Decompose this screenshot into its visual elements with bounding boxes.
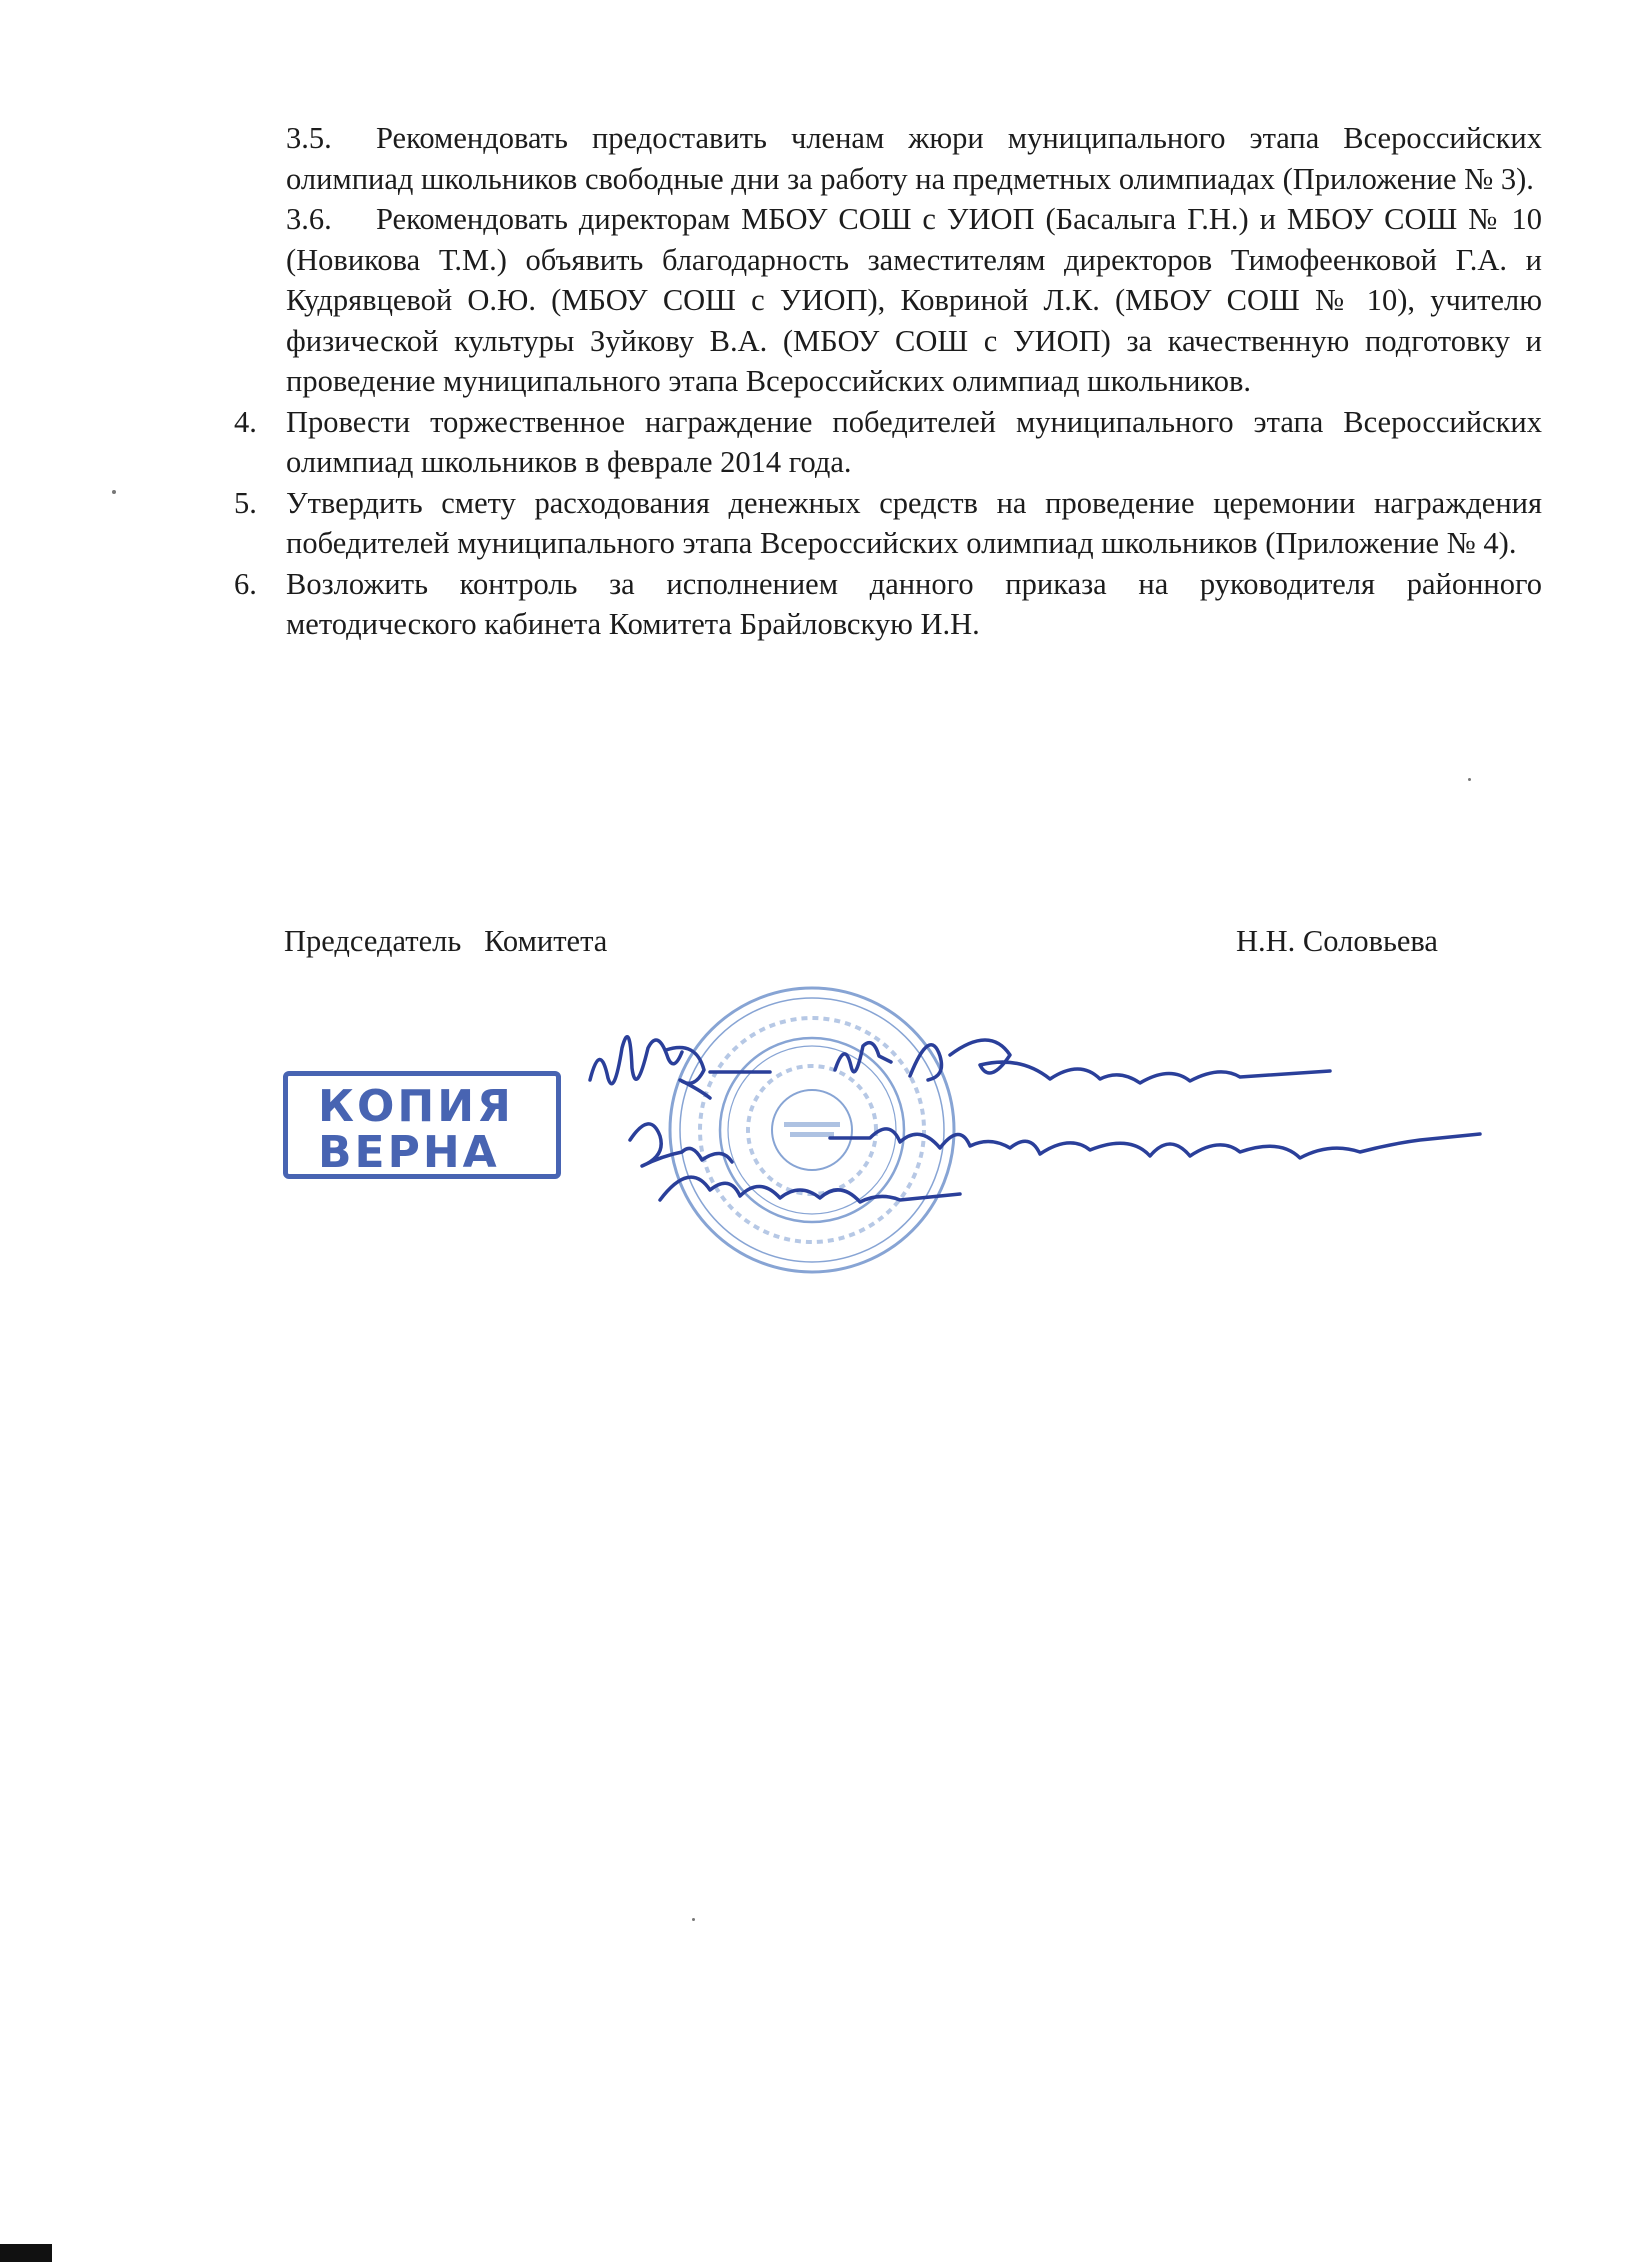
list-item-text: Возложить контроль за исполнением данного приказа на руководителя районного методического кабинета Комитета Брайловскую И.Н. (286, 566, 1542, 641)
paragraph-text: Рекомендовать директорам МБОУ СОШ с УИОП (Басалыга Г.Н.) и МБОУ СОШ № 10 (Новикова Т.М.) объявить благодарность заместителям директоров Тимофеенковой Г.А. и Кудрявцевой О.Ю. (МБОУ СОШ с УИОП), Ковриной Л.К. (МБОУ СОШ № 10), учителю физической культуры Зуйкову В.А. (МБОУ СОШ с УИОП) за качественную подготовку и проведение муниципального этапа Всероссийских олимпиад школьников. (286, 202, 1542, 398)
signatory-name: Н.Н. Соловьева (1236, 924, 1438, 958)
paragraph-number: 3.5. (286, 121, 332, 155)
copy-certified-stamp (283, 1071, 561, 1179)
list-item-number: 6. (234, 566, 257, 601)
stamp-line-1: КОПИЯ (318, 1081, 514, 1132)
paragraph-text: Рекомендовать предоставить членам жюри муниципального этапа Всероссийских олимпиад школьников свободные дни за работу на предметных олимпиадах (Приложение № 3). (286, 121, 1542, 196)
list-item-4 (234, 402, 1542, 483)
list-item-number: 5. (234, 485, 257, 520)
list-item-number: 4. (234, 404, 257, 439)
stamp-line-2: ВЕРНА (318, 1127, 500, 1178)
paragraph-3-5 (286, 118, 1542, 199)
scan-speck (112, 490, 116, 494)
scan-speck (1468, 778, 1471, 781)
list-item-text: Провести торжественное награждение победителей муниципального этапа Всероссийских олимпиад школьников в феврале 2014 года. (286, 404, 1542, 479)
signatory-position: Председатель Комитета (284, 924, 608, 958)
handwritten-signature (570, 1010, 1630, 1230)
list-item-5 (234, 483, 1542, 564)
order-body (234, 118, 1542, 645)
scan-speck (692, 1918, 695, 1921)
scan-edge-mark (0, 2244, 52, 2262)
paragraph-number: 3.6. (286, 202, 332, 236)
paragraph-3-6 (286, 199, 1542, 402)
list-item-6 (234, 564, 1542, 645)
list-item-text: Утвердить смету расходования денежных средств на проведение церемонии награждения победителей муниципального этапа Всероссийских олимпиад школьников (Приложение № 4). (286, 485, 1542, 560)
